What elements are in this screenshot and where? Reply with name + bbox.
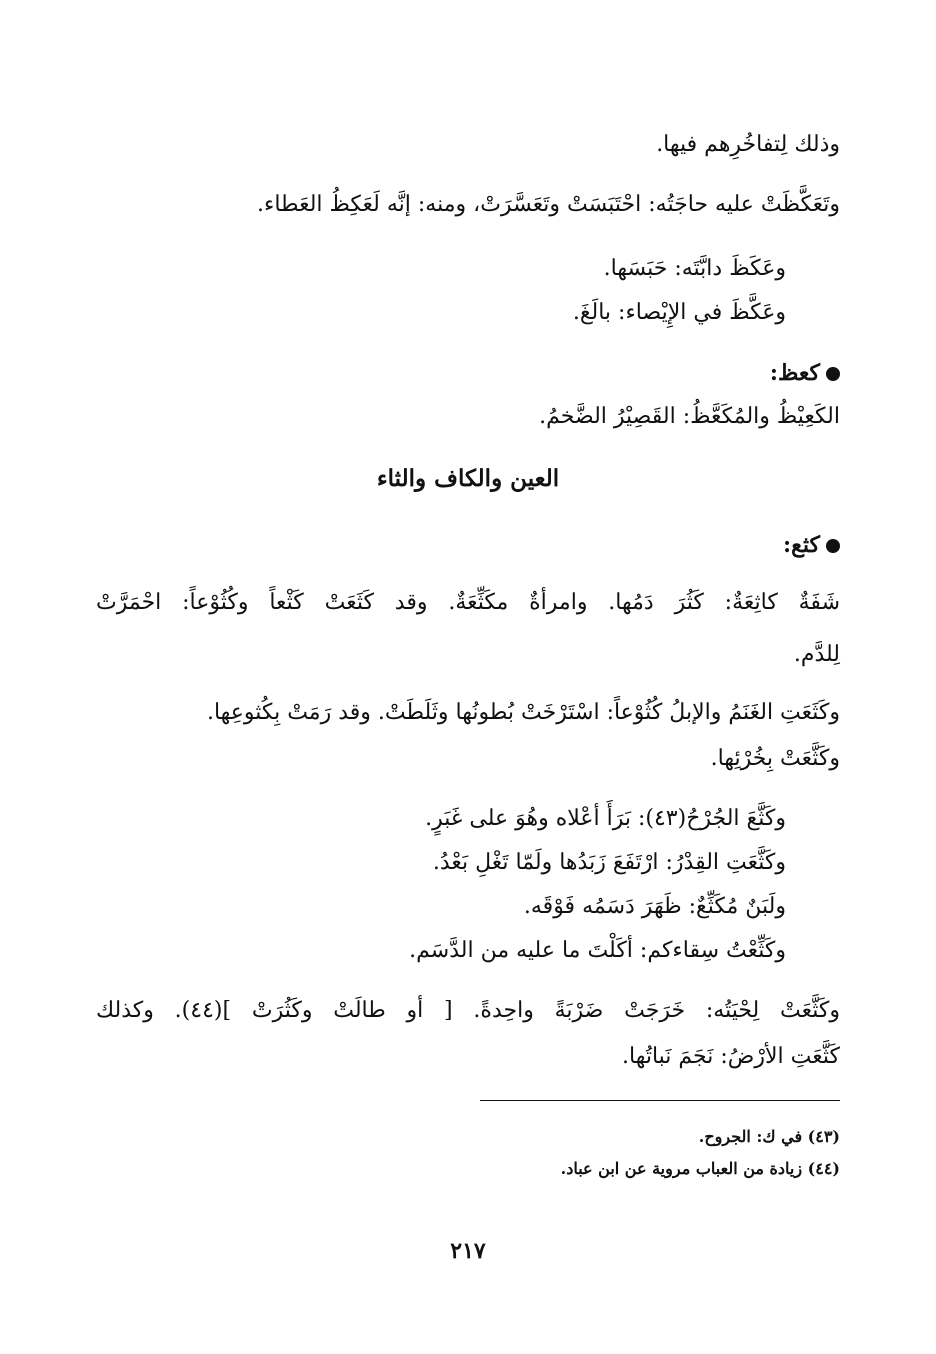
bullet-icon: [826, 539, 840, 553]
footnote-divider: [480, 1100, 840, 1101]
entry-heading-label: كثع:: [783, 532, 820, 558]
text-line: وعَكَّظَ في الإِيْصاء: بالَغَ.: [572, 300, 786, 325]
text-line: وكَثَّعَتِ القِدْرُ: ارْتَفَعَ زَبَدُها ولَمّا تَغْلِ بَعْدُ.: [432, 850, 786, 875]
text-line: وتَعَكَّظَتْ عليه حاجَتُه: احْتَبَسَتْ وتَعَسَّرَتْ، ومنه: إنَّه لَعَكِظُ العَطاء.: [257, 192, 840, 217]
text-line: وعَكَظَ دابَّتَه: حَبَسَها.: [603, 256, 786, 281]
text-line: وكَثَّعَتْ لِحْيَتُه: خَرَجَتْ ضَرْبَةً واحِدةً. [ أو طالَتْ وكَثُرَتْ ](٤٤). وكذلك: [96, 998, 841, 1023]
page-number: ٢١٧: [450, 1238, 486, 1264]
text-line: شَفَةٌ كاثِعَةٌ: كَثُرَ دَمُها. وامرأةٌ مكَثِّعَةٌ. وقد كَثَعَتْ كَثْعاً وكُثُوْعاً: احْمَرَّتْ: [96, 590, 840, 615]
entry-heading: [96, 530, 840, 560]
text-line: وذلك لِتفاخُرِهم فيها.: [656, 132, 840, 157]
text-line: كَثَّعَتِ الأرْضُ: نَجَمَ نَباتُها.: [622, 1044, 840, 1069]
footnote: (٤٣) في ك: الجروح.: [698, 1127, 840, 1146]
text-line: لِلدَّم.: [793, 642, 840, 667]
text-line: وكَثَعَتِ الغَنَمُ والإبلُ كُثُوْعاً: اسْتَرْخَتْ بُطونُها وثَلَطَتْ. وقد رَمَتْ بِكُثوعِها.: [206, 700, 840, 725]
footnote: (٤٤) زيادة من العباب مروية عن ابن عباد.: [560, 1159, 840, 1178]
entry-heading-label: كعظ:: [769, 360, 820, 386]
section-title: العين والكاف والثاء: [376, 465, 560, 492]
text-line: وكَثِّعْتُ سِقاءكم: أكَلْتَ ما عليه من الدَّسَم.: [409, 938, 786, 963]
bullet-icon: [826, 367, 840, 381]
text-line: وكَثَّعَتْ بِخُرْئِها.: [710, 746, 840, 771]
text-line: الكَعِيْظُ والمُكَعَّظُ: القَصِيْرُ الضَّخمُ.: [539, 404, 840, 429]
text-line: وكَثَّعَ الجُرْحُ(٤٣): بَرَأَ أعْلاه وهُوَ على غَبَرٍ.: [425, 806, 786, 831]
entry-heading: [96, 358, 840, 388]
text-line: ولَبَنٌ مُكَثِّعٌ: ظَهَرَ دَسَمُه فَوْقَه.: [523, 894, 786, 919]
